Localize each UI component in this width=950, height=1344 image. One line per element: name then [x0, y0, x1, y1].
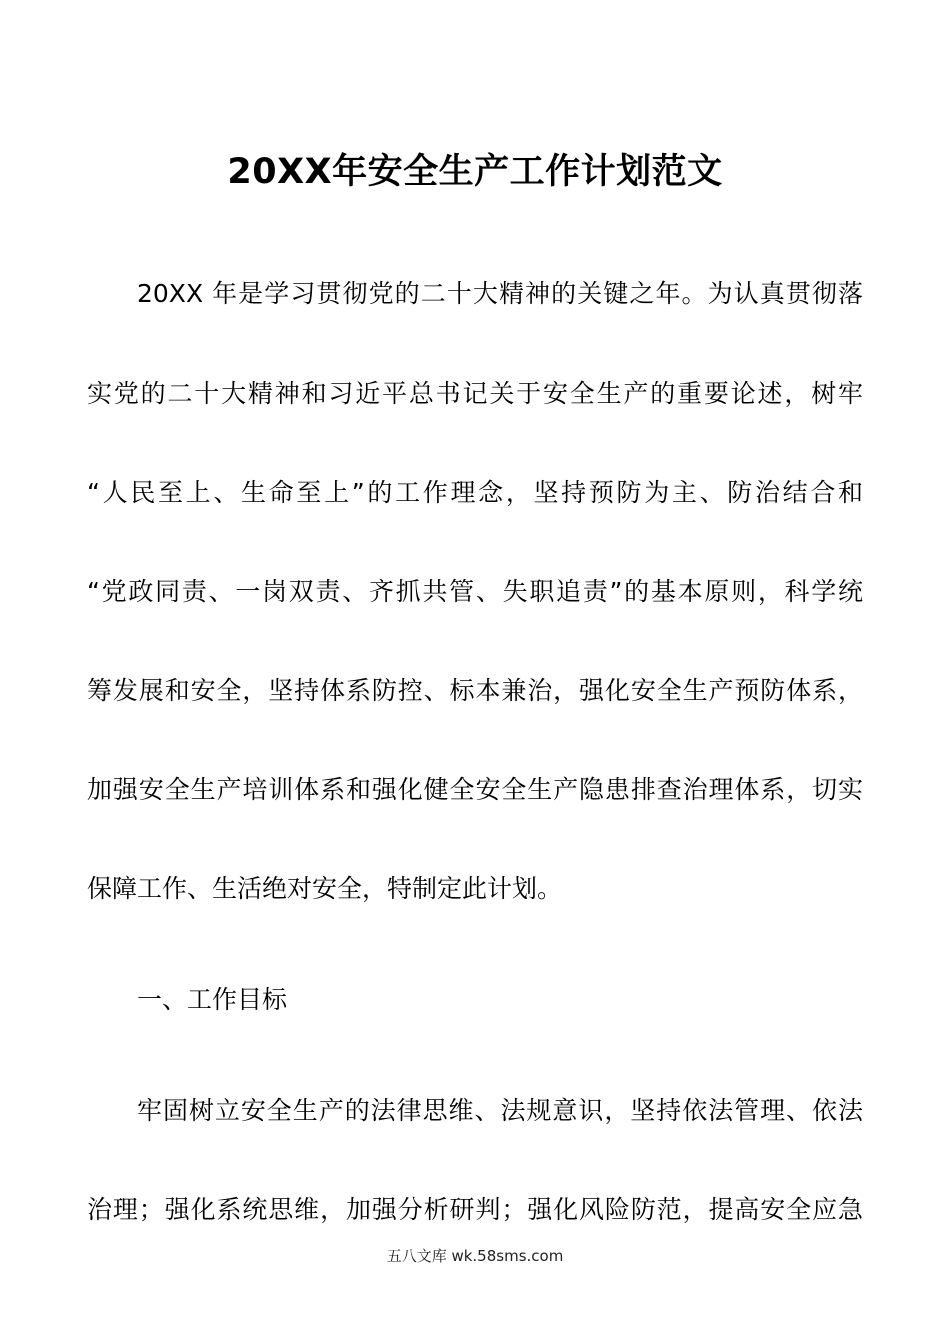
intro-line-7: 保障工作、生活绝对安全，特制定此计划。: [87, 874, 563, 903]
intro-line-4: “党政同责、一岗双责、齐抓共管、失职追责”的基本原则，科学统: [87, 577, 863, 606]
intro-line-5: 筹发展和安全，坚持体系防控、标本兼治，强化安全生产预防体系，: [87, 676, 863, 705]
intro-line-1: 20XX 年是学习贯彻党的二十大精神的关键之年。为认真贯彻落: [137, 279, 863, 308]
intro-line-6: 加强安全生产培训体系和强化健全安全生产隐患排查治理体系，切实: [87, 775, 863, 804]
footer-watermark: 五八文库 wk.58sms.com: [386, 1247, 564, 1265]
intro-line-3: “人民至上、生命至上”的工作理念，坚持预防为主、防治结合和: [87, 478, 863, 507]
section-heading: 一、工作目标: [137, 985, 288, 1014]
document-title: 20XX年安全生产工作计划范文: [227, 152, 723, 192]
intro-line-2: 实党的二十大精神和习近平总书记关于安全生产的重要论述，树牢: [87, 379, 863, 408]
section-line-2: 治理；强化系统思维，加强分析研判；强化风险防范，提高安全应急: [87, 1195, 863, 1224]
section-line-1: 牢固树立安全生产的法律思维、法规意识，坚持依法管理、依法: [137, 1096, 863, 1125]
